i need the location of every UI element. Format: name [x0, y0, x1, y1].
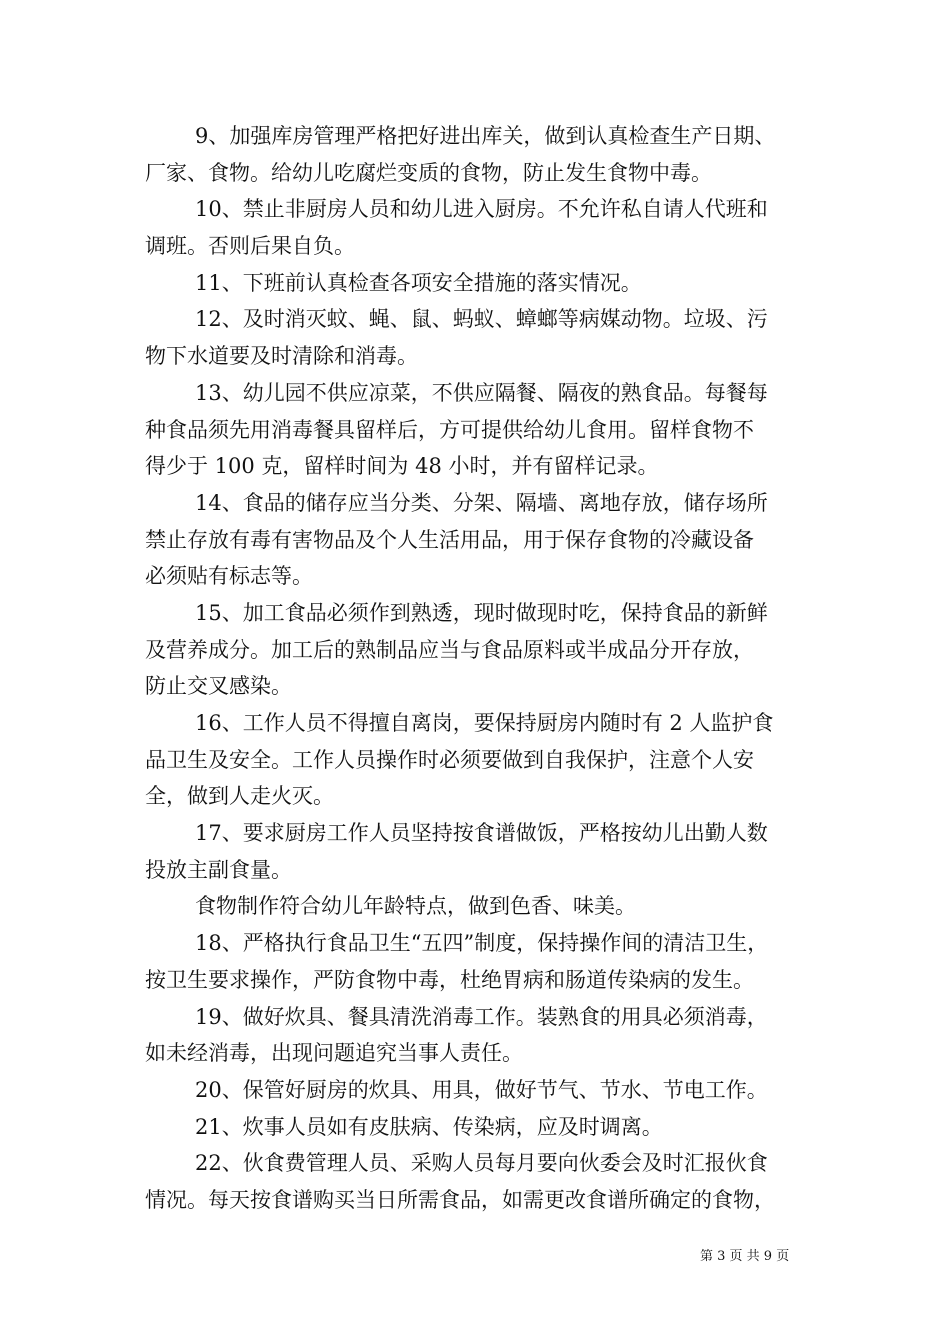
paragraph-first-line: 21、炊事人员如有皮肤病、传染病，应及时调离。: [195, 1114, 663, 1139]
page-number-footer: 第 3 页 共 9 页: [700, 1249, 790, 1264]
paragraph-line: 全，做到人走火灭。: [145, 784, 334, 809]
paragraph-first-line: 18、严格执行食品卫生“五四”制度，保持操作间的清洁卫生，: [195, 931, 769, 956]
paragraph-first-line: 9、加强库房管理严格把好进出库关，做到认真检查生产日期、: [195, 124, 776, 148]
paragraph-first-line: 12、及时消灭蚊、蝇、鼠、蚂蚁、蟑螂等病媒动物。垃圾、污: [195, 307, 768, 332]
paragraph-first-line: 13、幼儿园不供应凉菜，不供应隔餐、隔夜的熟食品。每餐每: [195, 380, 768, 405]
paragraph-line: 如未经消毒，出现问题追究当事人责任。: [145, 1041, 523, 1066]
paragraph-first-line: 11、下班前认真检查各项安全措施的落实情况。: [195, 270, 642, 295]
paragraph-line: 种食品须先用消毒餐具留样后，方可提供给幼儿食用。留样食物不: [145, 417, 754, 442]
paragraph-line: 按卫生要求操作，严防食物中毒，杜绝胃病和肠道传染病的发生。: [145, 967, 754, 992]
paragraph-first-line: 20、保管好厨房的炊具、用具，做好节气、节水、节电工作。: [195, 1077, 768, 1102]
paragraph-line: 禁止存放有毒有害物品及个人生活用品，用于保存食物的冷藏设备: [145, 527, 754, 552]
paragraph-line: 情况。每天按食谱购买当日所需食品，如需更改食谱所确定的食物，: [145, 1187, 775, 1212]
paragraph-first-line: 15、加工食品必须作到熟透，现时做现时吃，保持食品的新鲜: [195, 600, 768, 625]
paragraph-first-line: 19、做好炊具、餐具清洗消毒工作。装熟食的用具必须消毒，: [195, 1004, 768, 1029]
paragraph-first-line: 17、要求厨房工作人员坚持按食谱做饭，严格按幼儿出勤人数: [195, 821, 768, 846]
paragraph-line: 投放主副食量。: [145, 857, 292, 882]
document-body: [145, 118, 820, 1219]
paragraph-line: 物下水道要及时清除和消毒。: [145, 344, 418, 369]
paragraph-first-line: 10、禁止非厨房人员和幼儿进入厨房。不允许私自请人代班和: [195, 197, 768, 222]
paragraph-line: 调班。否则后果自负。: [145, 234, 355, 259]
paragraph-line: 必须贴有标志等。: [145, 564, 313, 589]
paragraph-line: 防止交叉感染。: [145, 674, 292, 699]
paragraph-line: 品卫生及安全。工作人员操作时必须要做到自我保护，注意个人安: [145, 747, 754, 772]
paragraph-line: 得少于 100 克，留样时间为 48 小时，并有留样记录。: [145, 454, 659, 479]
paragraph-first-line: 食物制作符合幼儿年龄特点，做到色香、味美。: [195, 894, 636, 919]
paragraph-first-line: 16、工作人员不得擅自离岗，要保持厨房内随时有 2 人监护食: [195, 711, 774, 735]
paragraph-line: 及营养成分。加工后的熟制品应当与食品原料或半成品分开存放，: [145, 637, 754, 662]
paragraph-first-line: 14、食品的储存应当分类、分架、隔墙、离地存放，储存场所: [195, 490, 768, 515]
paragraph-line: 厂家、食物。给幼儿吃腐烂变质的食物，防止发生食物中毒。: [145, 160, 712, 185]
paragraph-first-line: 22、伙食费管理人员、采购人员每月要向伙委会及时汇报伙食: [195, 1151, 768, 1176]
